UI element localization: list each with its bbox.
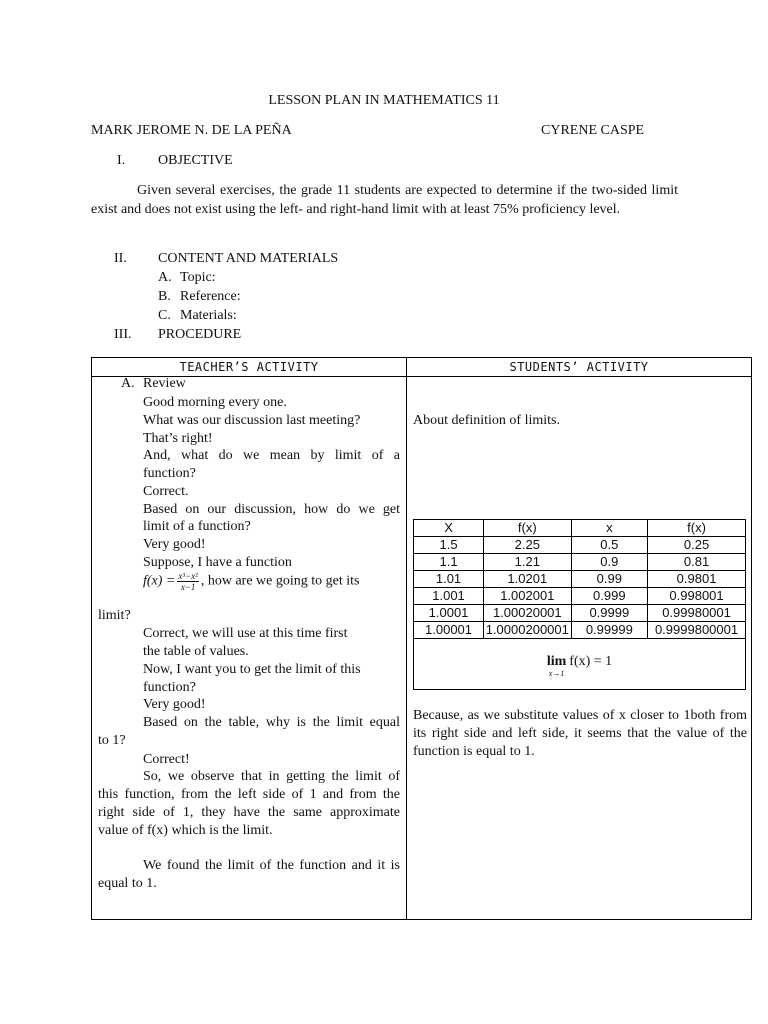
teacher-line: Correct! (143, 752, 190, 767)
teacher-line: Correct. (143, 484, 189, 499)
teacher-line: What was our discussion last meeting? (143, 413, 361, 428)
values-cell: 0.81 (648, 554, 745, 571)
teacher-line: That’s right! (143, 431, 213, 446)
values-cell: 1.001 (414, 588, 484, 605)
document-title: LESSON PLAN IN MATHEMATICS 11 (268, 93, 500, 108)
values-cell: 0.9801 (648, 571, 745, 588)
content-item-letter: C. (158, 308, 171, 323)
values-cell: 1.1 (414, 554, 484, 571)
content-item-text: Topic: (180, 270, 216, 285)
limit-operator (547, 656, 566, 680)
fraction-denominator: x−1 (180, 582, 196, 592)
author-right: CYRENE CASPE (541, 123, 645, 138)
teacher-line: Based on our discussion, how do we get (143, 502, 400, 517)
teacher-line: Based on the table, why is the limit equal (143, 715, 400, 730)
teacher-line: equal to 1. (98, 876, 157, 891)
student-answer-1: About definition of limits. (413, 413, 560, 428)
limit-word: lim (546, 654, 567, 669)
fraction-numerator: x³−x² (178, 571, 198, 581)
values-cell: 0.9999800001 (648, 622, 745, 639)
author-left: MARK JEROME N. DE LA PEÑA (91, 123, 292, 138)
content-item-letter: A. (158, 270, 172, 285)
content-item-letter: B. (158, 289, 171, 304)
section-number-two: II. (114, 251, 127, 266)
values-cell: 0.99999 (571, 622, 648, 639)
teacher-line: Very good! (143, 697, 206, 712)
function-rest: , how are we going to get its (200, 573, 360, 589)
values-row (414, 605, 745, 622)
teacher-line: value of f(x) which is the limit. (98, 823, 273, 838)
values-header-cell: X (414, 520, 484, 537)
procedure-table (91, 357, 752, 920)
values-cell: 1.0201 (484, 571, 572, 588)
values-row (414, 622, 745, 639)
values-table (413, 519, 746, 690)
values-cell: 0.9999 (571, 605, 648, 622)
review-label: Review (143, 376, 186, 391)
values-cell: 0.25 (648, 537, 745, 554)
column-divider (406, 358, 407, 919)
values-cell: 1.002001 (484, 588, 572, 605)
review-letter: A. (121, 376, 135, 391)
values-grid (414, 520, 745, 639)
values-cell: 1.01 (414, 571, 484, 588)
teacher-line: limit? (98, 608, 131, 623)
header-divider (92, 376, 751, 377)
values-cell: 1.21 (484, 554, 572, 571)
content-item-topic (158, 270, 216, 286)
header-teacher-activity: TEACHER’S ACTIVITY (179, 360, 319, 374)
content-item-materials (158, 308, 237, 324)
teacher-line: limit of a function? (143, 519, 251, 534)
teacher-line: Suppose, I have a function (143, 555, 292, 570)
function-fraction (177, 571, 198, 592)
values-row (414, 588, 745, 605)
teacher-line: Good morning every one. (143, 395, 287, 410)
content-item-text: Materials: (180, 308, 237, 323)
content-item-text: Reference: (180, 289, 241, 304)
teacher-line: We found the limit of the function and it is (143, 858, 400, 873)
objective-paragraph: Given several exercises, the grade 11 students are expected to determine if the two-sided limit exist and does not exist using the left- and right-hand limit with at least 75% proficiency level. (91, 183, 678, 217)
teacher-line: right side of 1, they have the same approximate (98, 805, 400, 820)
section-number-one: I. (117, 153, 126, 168)
section-heading-content: CONTENT AND MATERIALS (158, 251, 339, 266)
content-item-reference (158, 289, 241, 305)
teacher-line: So, we observe that in getting the limit of (143, 769, 400, 784)
section-heading-objective: OBJECTIVE (158, 153, 233, 168)
values-cell: 0.99980001 (648, 605, 745, 622)
values-cell: 0.99 (571, 571, 648, 588)
teacher-line: this function, from the left side of 1 and from the (98, 787, 400, 802)
teacher-line: to 1? (98, 733, 126, 748)
values-cell: 0.9 (571, 554, 648, 571)
teacher-line: function? (143, 466, 196, 481)
values-cell: 2.25 (484, 537, 572, 554)
values-cell: 0.5 (571, 537, 648, 554)
section-heading-procedure: PROCEDURE (158, 327, 242, 342)
values-row (414, 554, 745, 571)
header-students-activity: STUDENTS’ ACTIVITY (509, 360, 649, 374)
limit-subscript: x→1 (548, 669, 565, 678)
values-cell: 0.999 (571, 588, 648, 605)
teacher-line: Correct, we will use at this time first (143, 626, 348, 641)
teacher-line: And, what do we mean by limit of a (143, 448, 400, 463)
values-cell: 1.00020001 (484, 605, 572, 622)
values-cell: 1.0000200001 (484, 622, 572, 639)
limit-result-box (414, 640, 745, 690)
function-formula (143, 571, 359, 592)
values-cell: 1.00001 (414, 622, 484, 639)
values-header-row (414, 520, 745, 537)
teacher-line: function? (143, 680, 196, 695)
values-row (414, 571, 745, 588)
teacher-line: Very good! (143, 537, 206, 552)
values-cell: 0.998001 (648, 588, 745, 605)
values-header-cell: f(x) (648, 520, 745, 537)
function-lhs: f(x) = (143, 573, 176, 589)
section-number-three: III. (114, 327, 132, 342)
values-header-cell: f(x) (484, 520, 572, 537)
limit-value: f(x) = 1 (569, 654, 613, 669)
student-answer-2: Because, as we substitute values of x closer to 1both from its right side and left side, it seems that the value of the function is equal to 1. (413, 708, 747, 759)
teacher-line: the table of values. (143, 644, 249, 659)
values-cell: 1.0001 (414, 605, 484, 622)
values-header-cell: x (571, 520, 648, 537)
teacher-line: Now, I want you to get the limit of this (143, 662, 361, 677)
values-row (414, 537, 745, 554)
values-cell: 1.5 (414, 537, 484, 554)
limit-expression (414, 656, 745, 680)
